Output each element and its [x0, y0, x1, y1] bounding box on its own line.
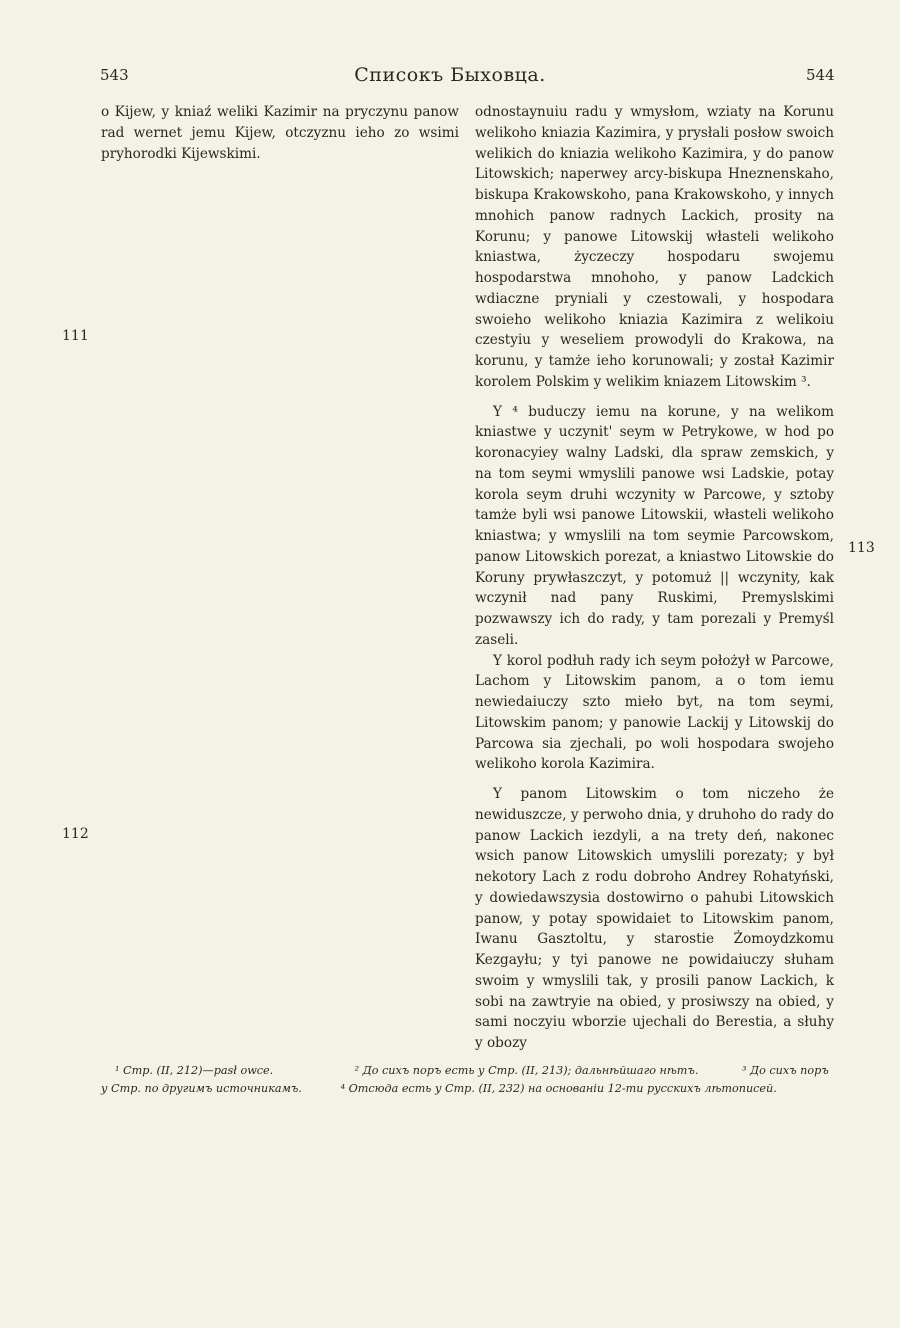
left-column: [101, 102, 459, 164]
margin-number-113: 113: [848, 540, 875, 556]
footnote-1: ¹ Стр. (II, 212)—pasł owce.: [115, 1064, 274, 1077]
margin-number-111: 111: [62, 328, 89, 344]
footnote-3-continued: у Стр. по другимъ источникамъ.: [101, 1082, 302, 1095]
page-header: [0, 66, 900, 90]
footnote-line: [101, 1062, 841, 1080]
margin-number-112: 112: [62, 826, 89, 842]
page-number-left: 543: [100, 66, 129, 84]
right-column: [475, 102, 834, 1054]
page-title: Списокъ Быховца.: [354, 64, 546, 86]
paragraph: Y panom Litowskim o tom niczeho że newiduszcze, y perwoho dnia, y druhoho do rady do panow Lackich iezdyli, a na trety deń, nakonec wsich panow Litowskich umyslili porezaty; y był nekotory Lach z rodu dobroho Andrey Rohatyński, y dowiedawszysia dostowirno o pahubi Litowskich panow, y potay spowidaiet to Litowskim panom, Iwanu Gasztoltu, y starostie Żomoydzkomu Kezgayłu; y tyi panowe ne powidaiuczy słuham swoim y wmyslili tak, y prosili panow Lackich, k sobi na zawtryie na obied, y prosiwszy na obied, y sami noczyiu wborzie ujechali do Berestia, a słuhy y obozy: [475, 786, 834, 1051]
page-number-right: 544: [806, 66, 835, 84]
footnote-4: ⁴ Отсюда есть у Стр. (II, 232) на основаніи 12-ти русскихъ лѣтописей.: [340, 1082, 777, 1095]
paragraph: Y korol podłuh rady ich seym położył w Parcowe, Lachom y Litowskim panom, a o tom iemu newiedaiuczy szto mieło byt, na tom seymi, Litowskim panom; y panowie Lackij y Litowskij do Parcowa sia zjechali, po woli hospodara swojeho welikoho korola Kazimira.: [475, 652, 834, 773]
paragraph: Y ⁴ buduczy iemu na korune, y na welikom kniastwe y uczynit' seym w Petrykowe, w hod po koronacyiey walny Ladski, dla spraw zemskich, y na tom seymi wmyslili panowe wsi Ladskie, potay korola seym druhi wczynity w Parcowe, y sztoby tamże byli wsi panowe Litowskii, własteli welikoho kniastwa; y wmyslili na tom seymie Parcowskom, panow Litowskich porezat, a kniastwo Litowskie do Koruny prywłaszczyt, y potomuż || wczynity, kak wczynił nad pany Ruskimi, Premyslskimi pozwawszy ich do rady, y tam porezali y Premyśl zaseli.: [475, 403, 834, 648]
footnote-line: [101, 1080, 841, 1098]
footnotes: [101, 1062, 841, 1098]
paragraph: odnostaynuiu radu y wmysłom, wziaty na Korunu welikoho kniazia Kazimira, y prysłali posłow swoich welikich do kniazia welikoho Kazimira, y do panow Litowskich; naperwey arcy-biskupa Hneznenskaho, biskupa Krakowskoho, pana Krakowskoho, y innych mnohich panow radnych Lackich, prosity na Korunu; y panowe Litowskij własteli welikoho kniastwa, życzeczy hospodaru swojemu hospodarstwa mnohoho, y panow Ladckich wdiaczne pryniali y czestowali, y hospodara swoieho welikoho kniazia Kazimira z welikoiu czestyiu y weseliem prowodyli do Krakowa, na korunu, y tamże ieho korunowali; y został Kazimir korolem Polskim y welikim kniazem Litowskim ³.: [475, 104, 834, 390]
paragraph: o Kijew, y kniaź weliki Kazimir na pryczynu panow rad wernet jemu Kijew, otczyznu ieho zo wsimi pryhorodki Kijewskimi.: [101, 104, 459, 162]
footnote-3: ³ До сихъ поръ: [741, 1064, 829, 1077]
footnote-2: ² До сихъ поръ есть у Стр. (II, 213); дальнѣйшаго нѣтъ.: [354, 1064, 699, 1077]
